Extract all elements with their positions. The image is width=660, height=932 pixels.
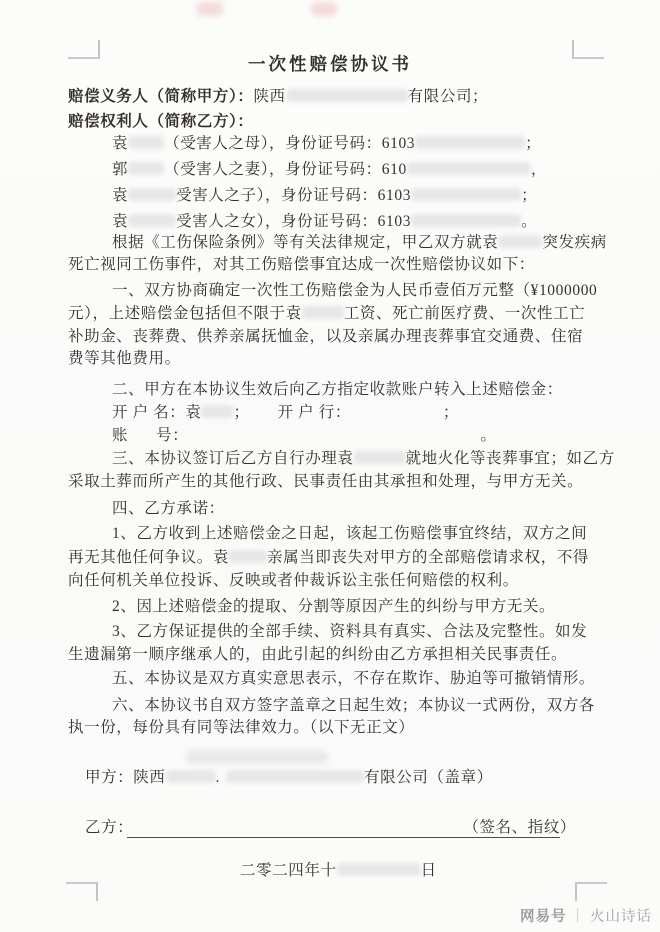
text-segment: 突发疾病 — [542, 234, 607, 251]
text-line — [68, 349, 181, 369]
text-line — [112, 160, 547, 180]
redaction-blur — [229, 550, 267, 563]
text-segment: . — [215, 769, 220, 786]
text-segment: 1、乙方收到上述赔偿金之日起，该起工伤赔偿事宜终结，双方之间 — [112, 525, 588, 542]
text-line — [112, 281, 597, 301]
redaction-blur — [407, 162, 531, 175]
text-line — [68, 112, 253, 132]
redaction-patch — [311, 2, 337, 16]
text-segment: 亲属当即丧失对甲方的全部赔偿请求权，不得 — [267, 549, 590, 566]
text-segment: （受害人之母），身份证号码：6103 — [164, 135, 416, 152]
text-line — [112, 499, 225, 519]
text-line — [68, 472, 583, 492]
text-line — [68, 548, 589, 568]
text-line — [68, 571, 519, 591]
text-segment: 赔偿义务人（简称甲方）： — [68, 88, 254, 105]
text-line — [112, 669, 595, 689]
text-segment: 号： — [156, 427, 189, 444]
text-segment: 就地火化等丧葬事宜；如乙方 — [405, 450, 615, 467]
redaction-blur — [411, 214, 521, 227]
text-line — [112, 597, 555, 617]
text-segment: 死亡视同工伤事件，对其工伤赔偿事宜达成一次性赔偿协议如下： — [68, 256, 535, 273]
text-line — [112, 426, 496, 446]
text-line — [68, 304, 585, 324]
redaction-blur — [411, 188, 521, 201]
redaction-blur — [128, 162, 164, 175]
redaction-blur — [226, 770, 364, 783]
redaction-blur — [498, 235, 542, 248]
text-segment: 袁 — [112, 135, 129, 152]
text-line — [0, 54, 660, 74]
text-segment: 日 — [420, 862, 437, 879]
text-segment: ； — [442, 404, 460, 421]
text-line — [85, 818, 576, 838]
text-line — [112, 233, 607, 253]
text-line — [68, 327, 583, 347]
spacer — [128, 439, 156, 440]
text-segment: 甲方：陕西 — [85, 769, 166, 786]
text-segment: 开 户 名：袁 — [112, 404, 202, 421]
redaction-blur — [302, 306, 344, 319]
text-segment: 向任何机关单位投诉、反映或者仲裁诉讼主张任何赔偿的权利。 — [68, 572, 519, 589]
text-segment: 。 — [521, 213, 538, 230]
text-segment: 袁 — [112, 213, 129, 230]
text-segment: 三、本协议签订后乙方自行办理袁 — [112, 450, 354, 467]
text-segment: 2、因上述赔偿金的提取、分割等原因产生的纠纷与甲方无关。 — [112, 598, 556, 615]
corner-mark-bottom-right — [575, 882, 607, 901]
text-segment: 元），上述赔偿金包括但不限于袁 — [68, 305, 302, 322]
watermark — [520, 905, 652, 926]
text-segment: 受害人之女），身份证号码：6103 — [176, 213, 412, 230]
text-segment: 开 户 行： — [277, 404, 351, 421]
text-segment: 受害人之子），身份证号码：6103 — [176, 187, 412, 204]
watermark-name: 火山诗话 — [590, 909, 652, 925]
text-segment: 乙方： — [85, 819, 134, 836]
redaction-blur — [128, 188, 176, 201]
redaction-blur — [286, 89, 408, 102]
text-line — [112, 622, 587, 642]
text-line — [112, 449, 615, 469]
redaction-blur — [201, 405, 233, 418]
text-line — [68, 255, 535, 275]
text-segment: ； — [233, 404, 250, 421]
text-segment: 账 — [112, 427, 129, 444]
text-segment: 赔偿权利人（简称乙方）： — [68, 113, 254, 130]
text-segment: 六、本协议书自双方签字盖章之日起生效；本协议一式两份，双方各 — [112, 697, 596, 714]
text-segment: 生遗漏第一顺序继承人的，由此引起的纠纷由乙方承担相关民事责任。 — [68, 646, 568, 663]
text-line — [68, 87, 488, 107]
spacer — [351, 416, 443, 417]
spacer — [250, 416, 278, 417]
redaction-blur — [415, 136, 525, 149]
text-segment: 一、双方协商确定一次性工伤赔偿金为人民币壹佰万元整（¥1000000 — [112, 282, 598, 299]
text-line — [240, 861, 437, 881]
text-segment: 五、本协议是双方真实意思表示，不存在欺诈、胁迫等可撤销情形。 — [112, 670, 596, 687]
text-segment: ， — [530, 161, 547, 178]
text-segment: ； — [525, 135, 542, 152]
text-segment: 郭 — [112, 161, 129, 178]
text-line — [85, 768, 493, 788]
text-line — [112, 212, 537, 232]
text-line — [112, 186, 537, 206]
corner-mark-bottom-left — [66, 882, 98, 901]
redaction-patch — [186, 750, 328, 764]
redaction-patch — [197, 2, 223, 16]
redaction-blur — [166, 770, 216, 783]
text-line — [112, 524, 587, 544]
spacer — [188, 439, 480, 440]
text-segment: 费等其他费用。 — [68, 350, 181, 367]
text-segment: 根据《工伤保险条例》等有关法律规定，甲乙双方就袁 — [112, 234, 499, 251]
watermark-separator-icon: ｜ — [570, 909, 586, 925]
text-segment: 。 — [480, 427, 497, 444]
watermark-brand: 网易号 — [520, 909, 567, 925]
text-segment: 工资、死亡前医疗费、一次性工亡 — [343, 305, 586, 322]
text-segment: 采取土葬而所产生的其他行政、民事责任由其承担和处理，与甲方无关。 — [68, 473, 584, 490]
text-segment: 二、甲方在本协议生效后向乙方指定收款账户转入上述赔偿金： — [112, 381, 563, 398]
text-segment: （受害人之妻），身份证号码：610 — [164, 161, 407, 178]
text-segment: 有限公司； — [407, 88, 489, 105]
text-line — [68, 645, 567, 665]
text-segment: 3、乙方保证提供的全部手续、资料具有真实、合法及完整性。如发 — [112, 623, 588, 640]
text-segment: 再无其他任何争议。袁 — [68, 549, 230, 566]
text-segment: 二零二四年十 — [240, 862, 337, 879]
text-line — [112, 380, 563, 400]
redaction-blur — [337, 863, 421, 876]
text-segment: 四、乙方承诺： — [112, 500, 225, 517]
text-segment: （签名、指纹） — [463, 819, 577, 836]
redaction-blur — [128, 214, 176, 227]
text-segment: 袁 — [112, 187, 129, 204]
text-segment: 有限公司（盖章） — [364, 769, 493, 786]
text-line — [112, 696, 595, 716]
text-segment: 执一份，每份具有同等法律效力。（以下无正文） — [68, 719, 415, 736]
text-line — [68, 718, 414, 738]
signature-underline — [127, 837, 560, 838]
redaction-blur — [354, 451, 406, 464]
text-segment: 补助金、丧葬费、供养亲属抚恤金，以及亲属办理丧葬事宜交通费、住宿 — [68, 328, 584, 345]
spacer — [220, 781, 226, 782]
text-segment: 一次性赔偿协议书 — [248, 54, 412, 74]
text-segment: 陕西 — [253, 88, 286, 105]
text-line — [112, 134, 541, 154]
text-segment: ； — [521, 187, 538, 204]
redaction-blur — [128, 136, 164, 149]
text-line — [112, 403, 459, 423]
spacer — [133, 831, 463, 832]
